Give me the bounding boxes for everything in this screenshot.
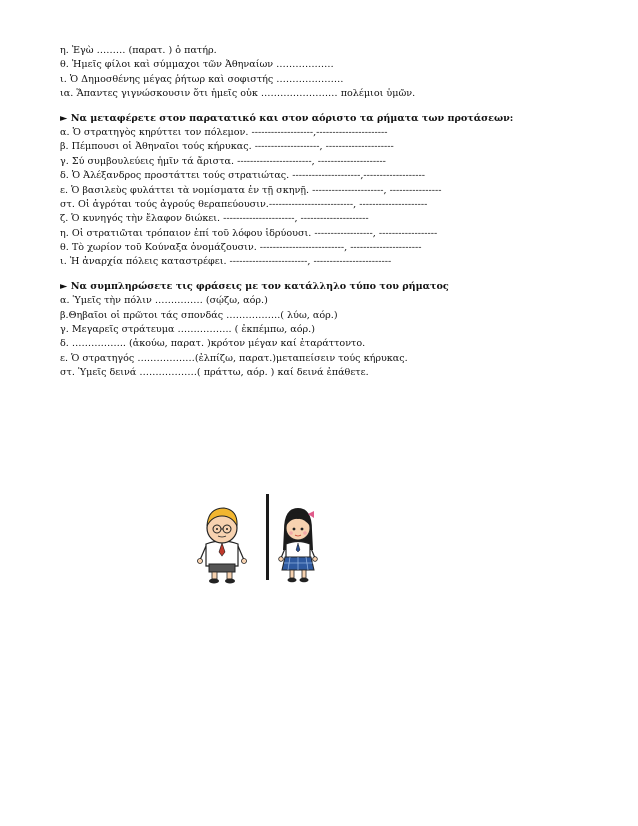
exercise-tense-transfer [60, 112, 580, 270]
divider-bar [266, 494, 269, 580]
sentence-line: ια. Ἅπαντες γιγνώσκουσιν ὅτι ἡμεῖς οὐκ …………………… πολέμιοι ὑμῶν. [60, 88, 416, 100]
exercise-line: στ. Οἱ ἀγρόται τούς ἀγρούς θεραπεύουσιν.--------------------------, --------------------- [60, 198, 428, 210]
exercise-line: α. Ὁ στρατηγὸς κηρύττει τον πόλεμον. -------------------,---------------------- [60, 126, 388, 138]
boy-figure [198, 508, 247, 584]
exercise-line: στ. Ὑμεῖς δεινά ………………( πράττω, αόρ. ) καί δεινά ἐπάθετε. [60, 367, 369, 379]
exercise-line: γ. Μεγαρεῖς στράτευμα …………….. ( ἐκπέμπω, αόρ.) [60, 324, 315, 336]
exercise-line: γ. Σύ συμβουλεύεις ἡμῖν τά ἄριστα. -----------------------, --------------------- [60, 155, 386, 167]
girl-figure [279, 508, 318, 582]
exercise-line: ε. Ὁ βασιλεὺς φυλάττει τὰ νομίσματα ἐν τῇ σκηνῇ. ----------------------, ---------------- [60, 184, 442, 196]
exercise-line: α. Ὑμεῖς τὴν πόλιν …………… (σῴζω, αόρ.) [60, 295, 268, 307]
exercise-heading: ► Να μεταφέρετε στον παρατατικό και στον αόριστο τα ρήματα των προτάσεων: [60, 112, 514, 124]
students-clipart [192, 494, 352, 584]
exercise-fill-verbs [60, 280, 580, 381]
exercise-line: ε. Ὁ στρατηγός ………………(ἐλπίζω, παρατ.)μεταπείσειν τούς κήρυκας. [60, 352, 408, 364]
exercise-line: θ. Τὸ χωρίον τοῦ Κούναξα ὀνομάζουσιν. --------------------------, ---------------------- [60, 242, 422, 254]
sentence-line: ι. Ὁ Δημοσθένης μέγας ῥήτωρ καὶ σοφιστής ………………… [60, 73, 344, 85]
worksheet [60, 44, 580, 381]
exercise-line: η. Οἱ στρατιῶται τρόπαιον ἐπί τοῦ λόφου ἱδρύουσι. ------------------, ------------------ [60, 227, 438, 239]
exercise-line: δ. Ὁ Ἀλέξανδρος προστάττει τούς στρατιώτας. ---------------------,------------------- [60, 170, 425, 182]
exercise-line: δ. …………….. (ἀκούω, παρατ. )κρότον μέγαν καί ἐταράττοντο. [60, 338, 366, 350]
sentence-group-be [60, 44, 580, 102]
sentence-line: η. Ἐγὼ ……… (παρατ. ) ὁ πατήρ. [60, 45, 217, 56]
exercise-line: β. Πέμπουσι οἱ Ἀθηναῖοι τούς κήρυκας. --------------------, --------------------- [60, 141, 394, 153]
exercise-line: ι. Ἡ ἀναρχία πόλεις καταστρέφει. ------------------------, ------------------------ [60, 256, 392, 268]
exercise-line: β.Θηβαῖοι οἱ πρῶτοι τάς σπονδάς ……………..( λύω, αόρ.) [60, 309, 338, 321]
sentence-line: θ. Ἡμεῖς φίλοι καὶ σύμμαχοι τῶν Ἀθηναίων ……………… [60, 59, 334, 71]
exercise-heading: ► Να συμπληρώσετε τις φράσεις με τον κατάλληλο τύπο του ρήματος [60, 280, 449, 292]
exercise-line: ζ. Ὁ κυνηγός τὴν ἔλαφον διώκει. ----------------------, --------------------- [60, 213, 369, 225]
